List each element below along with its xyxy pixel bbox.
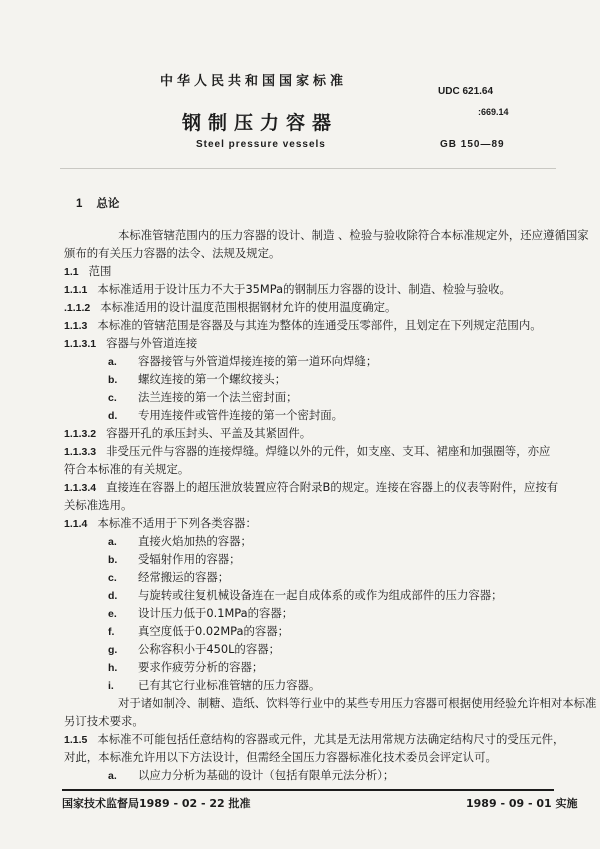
line-text: 与旋转或往复机械设备连在一起自成体系的或作为组成部件的压力容器； — [138, 588, 503, 602]
line-text: 公称容积小于450L的容器； — [138, 642, 280, 656]
clause-number: 1.1.3.3 — [64, 446, 97, 458]
clause-number: c. — [108, 572, 117, 584]
line-text: 要求作疲劳分析的容器； — [138, 660, 264, 674]
approval-date: 国家技术监督局1989 - 02 - 22 批准 — [62, 797, 251, 810]
line-text: 专用连接件或管件连接的第一个密封面。 — [138, 408, 344, 422]
document-title-english: Steel pressure vessels — [196, 139, 326, 150]
line-text: 本标准的管辖范围是容器及与其连为整体的连通受压零部件，且划定在下列规定范围内。 — [97, 318, 542, 332]
clause-number: a. — [108, 536, 117, 548]
udc-code: UDC 621.64 — [438, 86, 494, 97]
clause-number: e. — [108, 608, 117, 620]
line-text: 本标准适用的设计温度范围根据钢材允许的使用温度确定。 — [100, 300, 397, 314]
clause-number: a. — [108, 356, 117, 368]
clause-number: 1.1.5 — [64, 734, 88, 746]
list-item — [64, 406, 564, 424]
section-heading — [76, 195, 119, 211]
list-item — [64, 388, 564, 406]
line-text: 本标准管辖范围内的压力容器的设计、制造 、检验与验收除符合本标准规定外，还应遵循国家 — [118, 228, 589, 242]
clause-number: 1.1.1 — [64, 284, 88, 296]
list-item — [64, 676, 564, 694]
clause-number: b. — [108, 374, 118, 386]
line-text: 对于诸如制冷、制糖、造纸、饮料等行业中的某些专用压力容器可根据使用经验允许相对本标准 — [118, 696, 597, 710]
document-title: 钢制压力容器 — [182, 112, 339, 134]
clause-line — [64, 262, 564, 280]
list-item — [64, 766, 564, 784]
line-text: 另订技术要求。 — [64, 714, 144, 728]
line-text: 螺纹连接的第一个螺纹接头； — [138, 372, 287, 386]
clause-number: .1.1.2 — [64, 302, 91, 314]
clause-number: h. — [108, 662, 118, 674]
clause-number: 1.1.3.1 — [64, 338, 97, 350]
line-text: 容器与外管道连接 — [106, 336, 198, 350]
clause-number: b. — [108, 554, 118, 566]
paragraph-line — [64, 712, 564, 730]
list-item — [64, 658, 564, 676]
udc-code-continued: :669.14 — [478, 107, 509, 117]
clause-number: i. — [108, 680, 114, 692]
clause-line — [64, 334, 564, 352]
list-item — [64, 352, 564, 370]
document-body — [64, 226, 597, 784]
header-divider — [60, 168, 556, 169]
clause-number: f. — [108, 626, 115, 638]
footer-divider — [62, 789, 554, 791]
clause-number: d. — [108, 590, 118, 602]
clause-number: 1.1.3.2 — [64, 428, 97, 440]
line-text: 直接火焰加热的容器； — [138, 534, 252, 548]
line-text: 本标准不适用于下列各类容器： — [97, 516, 257, 530]
clause-line — [64, 514, 564, 532]
list-item — [64, 568, 564, 586]
effective-date: 1989 - 09 - 01 实施 — [466, 797, 578, 810]
line-text: 受辐射作用的容器； — [138, 552, 241, 566]
line-text: 颁布的有关压力容器的法令、法规及规定。 — [64, 246, 281, 260]
list-item — [64, 622, 564, 640]
line-text: 直接连在容器上的超压泄放装置应符合附录B的规定。连接在容器上的仪表等附件，应按有 — [106, 480, 559, 494]
clause-line — [64, 280, 564, 298]
clause-line — [64, 478, 564, 496]
line-text: 非受压元件与容器的连接焊缝。焊缝以外的元件，如支座、支耳、裙座和加强圈等，亦应 — [106, 444, 551, 458]
clause-number: 1.1.4 — [64, 518, 88, 530]
clause-number: a. — [108, 770, 117, 782]
line-text: 设计压力低于0.1MPa的容器； — [138, 606, 294, 620]
clause-number: 1.1.3 — [64, 320, 88, 332]
paragraph-line — [64, 694, 597, 712]
clause-number: 1.1 — [64, 266, 79, 278]
paragraph-line — [64, 226, 589, 244]
clause-line — [64, 442, 564, 460]
section-number: 1 — [76, 198, 83, 210]
clause-number: g. — [108, 644, 118, 656]
paragraph-line — [64, 244, 564, 262]
line-text: 符合本标准的有关规定。 — [64, 462, 190, 476]
line-text: 本标准不可能包括任意结构的容器或元件，尤其是无法用常规方法确定结构尺寸的受压元件， — [97, 732, 565, 746]
clause-line — [64, 316, 564, 334]
line-text: 已有其它行业标准管辖的压力容器。 — [138, 678, 321, 692]
line-text: 真空度低于0.02MPa的容器； — [138, 624, 290, 638]
clause-line — [64, 298, 564, 316]
line-text: 范围 — [88, 264, 112, 278]
line-text: 法兰连接的第一个法兰密封面； — [138, 390, 298, 404]
list-item — [64, 586, 564, 604]
line-text: 容器开孔的承压封头、平盖及其紧固件。 — [106, 426, 312, 440]
national-standard-heading: 中华人民共和国国家标准 — [160, 74, 348, 89]
standard-number: GB 150—89 — [440, 139, 505, 150]
line-text: 对此，本标准允许用以下方法设计，但需经全国压力容器标准化技术委员会评定认可。 — [64, 750, 497, 764]
line-text: 本标准适用于设计压力不大于35MPa的钢制压力容器的设计、制造、检验与验收。 — [97, 282, 511, 296]
line-text: 关标准选用。 — [64, 498, 133, 512]
list-item — [64, 550, 564, 568]
clause-line — [64, 424, 564, 442]
line-text: 以应力分析为基础的设计（包括有限单元法分析）； — [138, 768, 395, 782]
list-item — [64, 532, 564, 550]
line-text: 容器接管与外管道焊接连接的第一道环向焊缝； — [138, 354, 378, 368]
paragraph-line — [64, 748, 564, 766]
clause-number: 1.1.3.4 — [64, 482, 97, 494]
paragraph-line — [64, 460, 564, 478]
line-text: 经常搬运的容器； — [138, 570, 230, 584]
clause-number: c. — [108, 392, 117, 404]
clause-line — [64, 730, 564, 748]
paragraph-line — [64, 496, 564, 514]
list-item — [64, 604, 564, 622]
list-item — [64, 370, 564, 388]
list-item — [64, 640, 564, 658]
clause-number: d. — [108, 410, 118, 422]
section-title: 总论 — [96, 196, 120, 210]
